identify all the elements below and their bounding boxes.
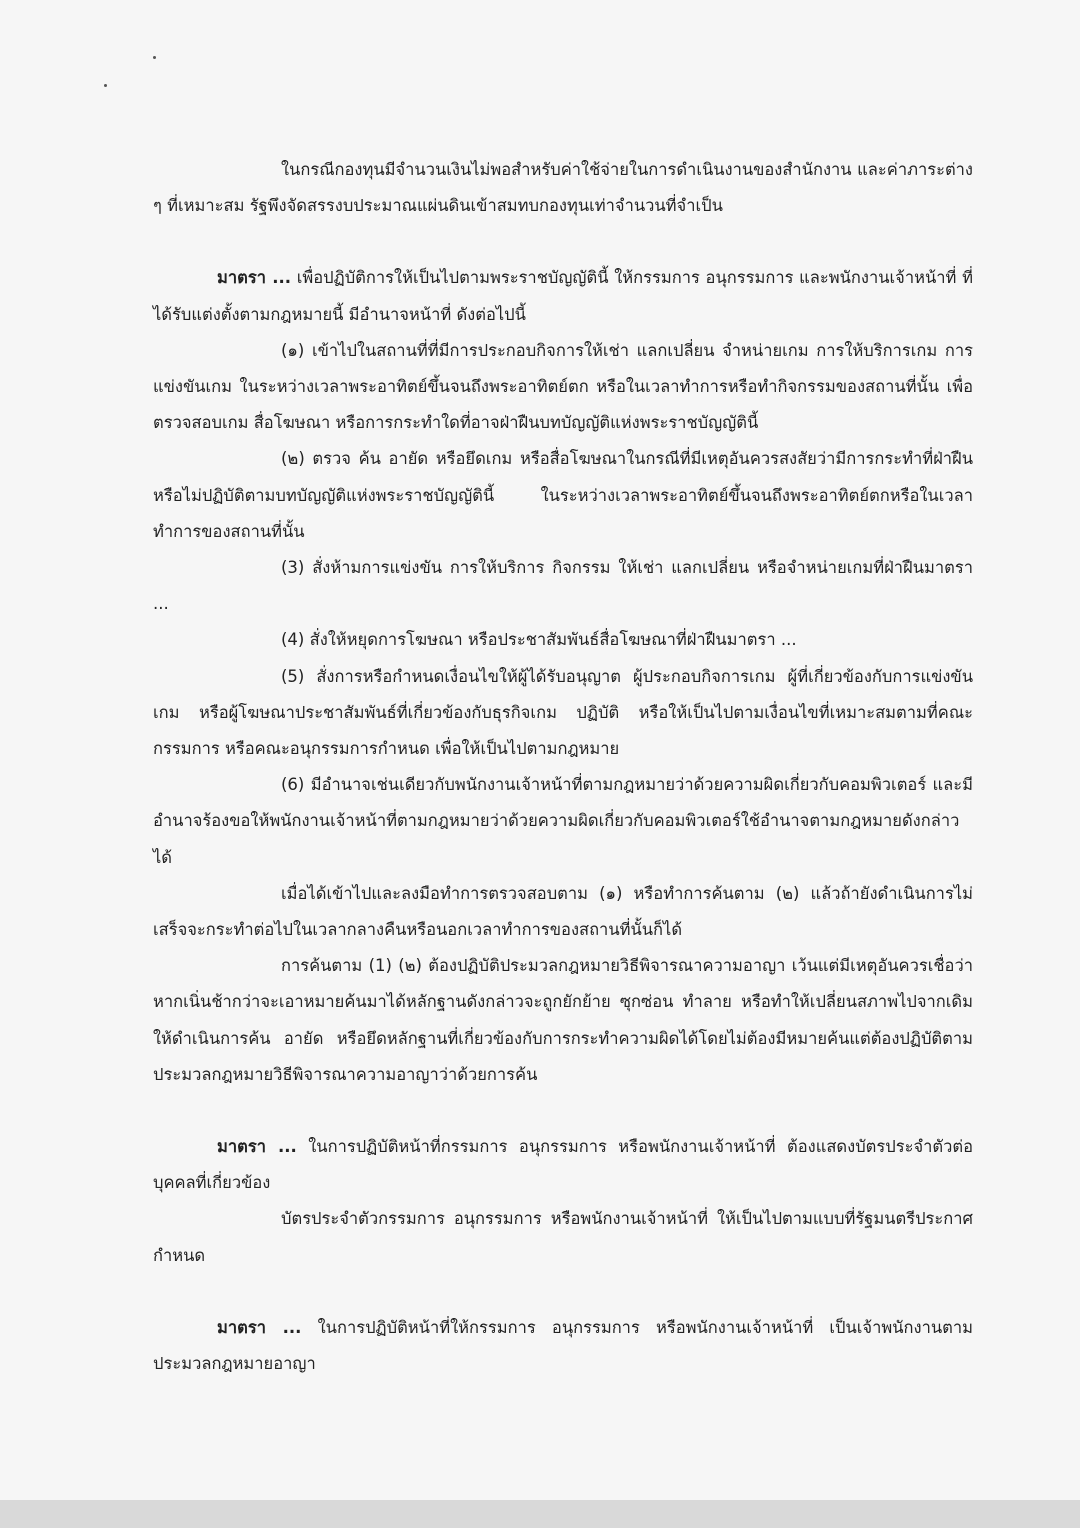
paragraph-section-powers [153, 260, 973, 332]
paragraph-power-4: (4) สั่งให้หยุดการโฆษณา หรือประชาสัมพันธ์สื่อโฆษณาที่ฝ่าฝืนมาตรา ... [281, 630, 797, 650]
section-label: มาตรา ... [217, 268, 292, 288]
paragraph-search-procedure: การค้นตาม (1) (๒) ต้องปฏิบัติประมวลกฎหมายวิธีพิจารณาความอาญา เว้นแต่มีเหตุอันควรเชื่อว่าหากเนิ่นช้ากว่าจะเอาหมายค้นมาได้หลักฐานดังกล่าวจะถูกยักย้าย ซุกซ่อน ทำลาย หรือทำให้เปลี่ยนสภาพไปจากเดิม ให้ดำเนินการค้น อายัด หรือยึดหลักฐานที่เกี่ยวข้องกับการกระทำความผิดได้โดยไม่ต้องมีหมายค้นแต่ต้องปฏิบัติตามประมวลกฎหมายวิธีพิจารณาความอาญาว่าด้วยการค้น [153, 956, 973, 1084]
paragraph-power-3: (3) สั่งห้ามการแข่งขัน การให้บริการ กิจกรรม ให้เช่า แลกเปลี่ยน หรือจำหน่ายเกมที่ฝ่าฝืนมาตรา ... [153, 558, 973, 614]
paragraph-power-6: (6) มีอำนาจเช่นเดียวกับพนักงานเจ้าหน้าที่ตามกฎหมายว่าด้วยความผิดเกี่ยวกับคอมพิวเตอร์ และมีอำนาจร้องขอให้พนักงานเจ้าหน้าที่ตามกฎหมายว่าด้วยความผิดเกี่ยวกับคอมพิวเตอร์ใช้อำนาจตามกฎหมายดังกล่าวได้ [153, 775, 973, 867]
section-label: มาตรา ... [217, 1317, 302, 1337]
section-label: มาตรา ... [217, 1137, 297, 1157]
scan-speck [153, 56, 156, 59]
paragraph-power-1: (๑) เข้าไปในสถานที่ที่มีการประกอบกิจการให้เช่า แลกเปลี่ยน จำหน่ายเกม การให้บริการเกม การแข่งขันเกม ในระหว่างเวลาพระอาทิตย์ขึ้นจนถึงพระอาทิตย์ตก หรือในเวลาทำการหรือทำกิจกรรมของสถานที่นั้น เพื่อตรวจสอบเกม สื่อโฆษณา หรือการกระทำใดที่อาจฝ่าฝืนบทบัญญัติแห่งพระราชบัญญัตินี้ [153, 340, 973, 433]
section-text: ในการปฏิบัติหน้าที่ให้กรรมการ อนุกรรมการ หรือพนักงานเจ้าหน้าที่ เป็นเจ้าพนักงานตามประมวลกฎหมายอาญา [153, 1317, 973, 1374]
section-text: เพื่อปฏิบัติการให้เป็นไปตามพระราชบัญญัตินี้ ให้กรรมการ อนุกรรมการ และพนักงานเจ้าหน้าที่ ที่ได้รับแต่งตั้งตามกฎหมายนี้ มีอำนาจหน้าที่ ดังต่อไปนี้ [153, 268, 973, 324]
scan-speck [104, 84, 107, 87]
paragraph-power-2: (๒) ตรวจ ค้น อายัด หรือยึดเกม หรือสื่อโฆษณาในกรณีที่มีเหตุอันควรสงสัยว่ามีการกระทำที่ฝ่าฝืนหรือไม่ปฏิบัติตามบทบัญญัติแห่งพระราชบัญญัตินี้ ในระหว่างเวลาพระอาทิตย์ขึ้นจนถึงพระอาทิตย์ตกหรือในเวลาทำการของสถานที่นั้น [153, 449, 973, 541]
paragraph-section-id-card [153, 1129, 973, 1201]
document-body [153, 152, 973, 1382]
paragraph-power-5: (5) สั่งการหรือกำหนดเงื่อนไขให้ผู้ได้รับอนุญาต ผู้ประกอบกิจการเกม ผู้ที่เกี่ยวข้องกับการแข่งขันเกม หรือผู้โฆษณาประชาสัมพันธ์ที่เกี่ยวข้องกับธุรกิจเกม ปฏิบัติ หรือให้เป็นไปตามเงื่อนไขที่เหมาะสมตามที่คณะกรรมการ หรือคณะอนุกรรมการกำหนด เพื่อให้เป็นไปตามกฎหมาย [153, 666, 973, 759]
section-text: ในการปฏิบัติหน้าที่กรรมการ อนุกรรมการ หรือพนักงานเจ้าหน้าที่ ต้องแสดงบัตรประจำตัวต่อบุคคลที่เกี่ยวข้อง [153, 1137, 973, 1193]
paragraph-section-officials [153, 1310, 973, 1382]
scan-bottom-edge [0, 1500, 1080, 1528]
paragraph-fund-deficit: ในกรณีกองทุนมีจำนวนเงินไม่พอสำหรับค่าใช้จ่ายในการดำเนินงานของสำนักงาน และค่าภาระต่าง ๆ ที่เหมาะสม รัฐพึงจัดสรรงบประมาณแผ่นดินเข้าสมทบกองทุนเท่าจำนวนที่จำเป็น [153, 160, 973, 216]
paragraph-night-search: เมื่อได้เข้าไปและลงมือทำการตรวจสอบตาม (๑) หรือทำการค้นตาม (๒) แล้วถ้ายังดำเนินการไม่เสร็จจะกระทำต่อไปในเวลากลางคืนหรือนอกเวลาทำการของสถานที่นั้นก็ได้ [153, 883, 973, 940]
paragraph-id-card-form: บัตรประจำตัวกรรมการ อนุกรรมการ หรือพนักงานเจ้าหน้าที่ ให้เป็นไปตามแบบที่รัฐมนตรีประกาศกำหนด [153, 1209, 973, 1265]
